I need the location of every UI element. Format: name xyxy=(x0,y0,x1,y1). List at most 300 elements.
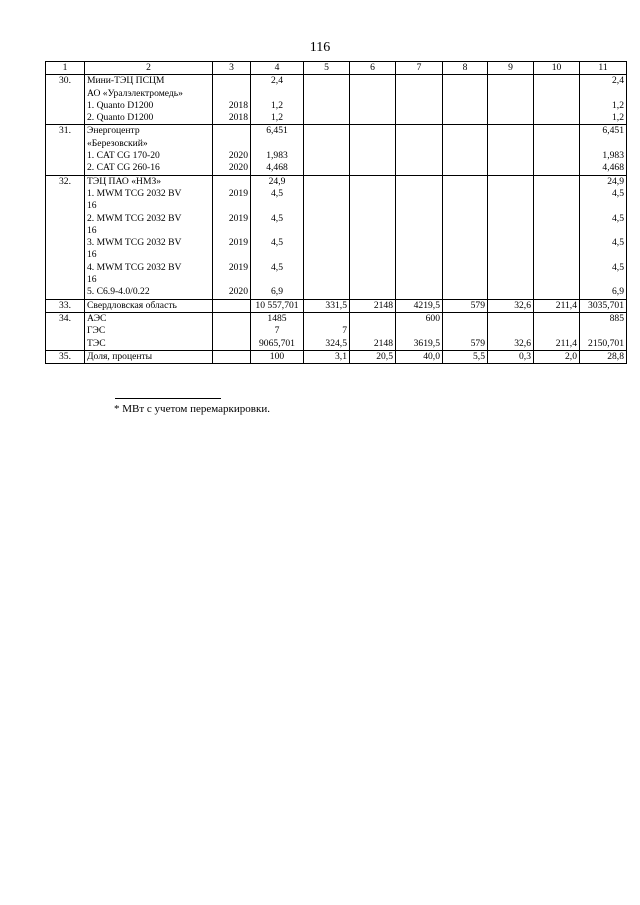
value-line xyxy=(490,262,531,274)
value-cell-col-4 xyxy=(251,125,304,175)
value-line xyxy=(398,225,440,237)
value-line xyxy=(490,249,531,261)
value-line xyxy=(398,138,440,150)
value-line xyxy=(536,262,577,274)
value-line xyxy=(445,200,485,212)
value-line xyxy=(352,213,393,225)
row-number: 35. xyxy=(59,350,71,362)
value-line: 2,4 xyxy=(612,75,624,87)
value-line xyxy=(536,237,577,249)
value-line: 4,468 xyxy=(602,162,624,174)
value-line xyxy=(253,200,301,212)
value-line: 2019 xyxy=(228,237,248,249)
value-line xyxy=(306,313,347,325)
value-line xyxy=(490,286,531,298)
value-cell-col-3 xyxy=(213,125,251,175)
value-line xyxy=(352,150,393,162)
value-line: 331,5 xyxy=(325,299,347,311)
table-row xyxy=(46,299,627,312)
value-line xyxy=(398,249,440,261)
value-line xyxy=(215,313,248,325)
column-header-3: 3 xyxy=(213,62,251,75)
value-line: 24,9 xyxy=(268,175,286,187)
table-row xyxy=(46,350,627,363)
value-line xyxy=(582,274,624,286)
value-line xyxy=(536,286,577,298)
value-line xyxy=(536,176,577,188)
value-line: 1485 xyxy=(267,312,287,324)
value-cell-col-5 xyxy=(304,350,350,363)
value-line: 7 xyxy=(342,325,347,337)
value-cell-col-8 xyxy=(443,312,488,350)
value-line xyxy=(306,125,347,137)
value-line xyxy=(536,249,577,261)
page-number: 116 xyxy=(309,40,331,55)
value-line xyxy=(398,188,440,200)
value-line xyxy=(398,100,440,112)
value-cell-col-3 xyxy=(213,175,251,299)
value-line xyxy=(306,237,347,249)
value-line xyxy=(582,138,624,150)
value-line xyxy=(490,176,531,188)
value-line xyxy=(445,237,485,249)
value-line xyxy=(445,262,485,274)
value-cell-col-9 xyxy=(488,175,534,299)
value-line: 2150,701 xyxy=(588,337,624,349)
value-line xyxy=(306,188,347,200)
value-line xyxy=(490,100,531,112)
name-line: 2. Quanto D1200 xyxy=(87,112,154,124)
value-line: 6,451 xyxy=(266,125,288,137)
value-line xyxy=(445,249,485,261)
name-line: АЭС xyxy=(87,312,107,324)
value-line xyxy=(253,138,301,150)
value-line xyxy=(306,162,347,174)
value-cell-col-4 xyxy=(251,312,304,350)
row-number-cell xyxy=(46,312,85,350)
row-number-cell xyxy=(46,299,85,312)
value-line xyxy=(306,88,347,100)
name-line: Свердловская область xyxy=(87,299,177,311)
value-line xyxy=(352,75,393,87)
value-line: 1,2 xyxy=(271,99,283,111)
value-line xyxy=(490,213,531,225)
value-line xyxy=(306,176,347,188)
value-line xyxy=(306,150,347,162)
value-line xyxy=(215,338,248,350)
value-line xyxy=(536,188,577,200)
name-line: ТЭЦ ПАО «НМЗ» xyxy=(87,175,162,187)
value-line xyxy=(215,351,248,363)
value-line xyxy=(398,274,440,286)
name-line: 16 xyxy=(87,274,97,286)
name-line: «Березовский» xyxy=(87,137,148,149)
column-header-7: 7 xyxy=(396,62,443,75)
value-line: 6,451 xyxy=(602,125,624,137)
value-line xyxy=(398,213,440,225)
value-line xyxy=(253,274,301,286)
value-line xyxy=(352,88,393,100)
value-line xyxy=(306,75,347,87)
column-header-9: 9 xyxy=(488,62,534,75)
value-line xyxy=(398,200,440,212)
value-line xyxy=(445,75,485,87)
value-line xyxy=(352,225,393,237)
value-line: 4,5 xyxy=(612,237,624,249)
value-line xyxy=(445,274,485,286)
value-cell-col-3 xyxy=(213,299,251,312)
name-line: 16 xyxy=(87,249,97,261)
value-line: 1,2 xyxy=(612,99,624,111)
value-line xyxy=(398,262,440,274)
row-number: 34. xyxy=(59,312,71,324)
value-line: 600 xyxy=(425,312,440,324)
row-number-cell xyxy=(46,175,85,299)
value-line: 4,5 xyxy=(271,212,283,224)
value-cell-col-11 xyxy=(580,175,627,299)
name-line: 2. MWM TCG 2032 BV xyxy=(87,212,182,224)
value-line xyxy=(490,325,531,337)
value-line xyxy=(445,188,485,200)
value-line: 2148 xyxy=(373,337,393,349)
value-line xyxy=(215,300,248,312)
value-line xyxy=(352,274,393,286)
value-cell-col-5 xyxy=(304,312,350,350)
row-number: 30. xyxy=(59,75,71,87)
value-line xyxy=(306,225,347,237)
value-line: 2020 xyxy=(228,286,248,298)
value-line xyxy=(215,225,248,237)
name-line: ТЭС xyxy=(87,337,106,349)
name-line: 1. Quanto D1200 xyxy=(87,99,154,111)
value-line xyxy=(398,150,440,162)
name-cell xyxy=(85,350,213,363)
value-line: 24,9 xyxy=(607,175,624,187)
value-line xyxy=(490,200,531,212)
value-line xyxy=(490,138,531,150)
value-line: 1,2 xyxy=(612,112,624,124)
value-line xyxy=(306,200,347,212)
value-line xyxy=(352,125,393,137)
value-line xyxy=(398,176,440,188)
name-line: Мини-ТЭЦ ПСЦМ xyxy=(87,75,165,87)
footnote-separator xyxy=(115,398,221,399)
value-line: 211,4 xyxy=(555,299,577,311)
power-capacity-table xyxy=(45,61,627,364)
value-cell-col-5 xyxy=(304,125,350,175)
name-line: 4. MWM TCG 2032 BV xyxy=(87,261,182,273)
value-line: 20,5 xyxy=(376,350,393,362)
value-line xyxy=(536,150,577,162)
name-line: 5. C6.9-4.0/0.22 xyxy=(87,286,150,298)
column-header-6: 6 xyxy=(350,62,396,75)
value-line: 885 xyxy=(609,312,624,324)
value-cell-col-7 xyxy=(396,350,443,363)
value-line xyxy=(445,88,485,100)
value-line xyxy=(536,100,577,112)
value-line: 2020 xyxy=(228,150,248,162)
name-line: Доля, проценты xyxy=(87,350,153,362)
value-cell-col-4 xyxy=(251,299,304,312)
value-line: 6,9 xyxy=(612,286,624,298)
value-line: 7 xyxy=(274,325,280,337)
value-cell-col-3 xyxy=(213,312,251,350)
table-row xyxy=(46,75,627,125)
column-header-4: 4 xyxy=(251,62,304,75)
value-line xyxy=(215,138,248,150)
value-line xyxy=(398,325,440,337)
value-line: 324,5 xyxy=(325,337,347,349)
value-line xyxy=(215,125,248,137)
value-line xyxy=(215,325,248,337)
value-line: 3,1 xyxy=(335,350,347,362)
value-line xyxy=(398,286,440,298)
value-line xyxy=(536,325,577,337)
value-line xyxy=(352,100,393,112)
value-line xyxy=(445,112,485,124)
value-line xyxy=(352,262,393,274)
column-header-11: 11 xyxy=(580,62,627,75)
column-number-row xyxy=(46,62,627,75)
column-header-1: 1 xyxy=(46,62,85,75)
value-line xyxy=(490,274,531,286)
value-line xyxy=(490,75,531,87)
value-line: 4,5 xyxy=(612,212,624,224)
value-line xyxy=(582,325,624,337)
value-line: 1,2 xyxy=(271,112,283,124)
value-line xyxy=(215,249,248,261)
value-line: 9065,701 xyxy=(259,337,295,349)
name-cell xyxy=(85,75,213,125)
value-line xyxy=(352,237,393,249)
table-row xyxy=(46,312,627,350)
value-line xyxy=(445,213,485,225)
value-line xyxy=(306,262,347,274)
value-line xyxy=(536,274,577,286)
value-line xyxy=(352,162,393,174)
value-line xyxy=(306,274,347,286)
value-line xyxy=(352,176,393,188)
value-cell-col-3 xyxy=(213,350,251,363)
row-number-cell xyxy=(46,75,85,125)
row-number: 32. xyxy=(59,175,71,187)
value-cell-col-9 xyxy=(488,312,534,350)
value-line: 2,4 xyxy=(271,75,283,87)
column-header-2: 2 xyxy=(85,62,213,75)
value-line xyxy=(352,313,393,325)
row-number-cell xyxy=(46,125,85,175)
value-line xyxy=(398,162,440,174)
value-line xyxy=(490,150,531,162)
value-line xyxy=(536,225,577,237)
value-line xyxy=(352,286,393,298)
value-line xyxy=(306,213,347,225)
value-cell-col-9 xyxy=(488,75,534,125)
column-header-8: 8 xyxy=(443,62,488,75)
value-line: 2019 xyxy=(228,261,248,273)
name-line: 1. MWM TCG 2032 BV xyxy=(87,187,182,199)
value-cell-col-6 xyxy=(350,75,396,125)
value-line xyxy=(352,200,393,212)
name-line: Энергоцентр xyxy=(87,125,140,137)
value-line xyxy=(536,313,577,325)
value-cell-col-5 xyxy=(304,175,350,299)
value-line xyxy=(215,176,248,188)
value-line xyxy=(490,237,531,249)
value-line xyxy=(445,125,485,137)
table-row xyxy=(46,125,627,175)
value-cell-col-6 xyxy=(350,125,396,175)
value-line xyxy=(215,274,248,286)
value-line: 4,5 xyxy=(612,187,624,199)
value-line xyxy=(582,200,624,212)
value-line: 579 xyxy=(470,299,485,311)
name-line: 2. CAT CG 260-16 xyxy=(87,162,160,174)
value-line xyxy=(215,75,248,87)
name-line: 16 xyxy=(87,200,97,212)
value-line xyxy=(445,100,485,112)
value-line xyxy=(445,325,485,337)
column-header-10: 10 xyxy=(534,62,580,75)
value-cell-col-9 xyxy=(488,350,534,363)
value-line xyxy=(536,138,577,150)
value-line xyxy=(306,249,347,261)
value-line xyxy=(445,162,485,174)
table-row xyxy=(46,175,627,299)
value-line: 3035,701 xyxy=(588,299,624,311)
value-line xyxy=(215,200,248,212)
value-line xyxy=(352,138,393,150)
value-line xyxy=(253,225,301,237)
value-cell-col-6 xyxy=(350,299,396,312)
row-number-cell xyxy=(46,350,85,363)
value-cell-col-5 xyxy=(304,75,350,125)
value-line: 2018 xyxy=(228,112,248,124)
name-line: 1. CAT CG 170-20 xyxy=(87,150,160,162)
name-cell xyxy=(85,312,213,350)
value-cell-col-4 xyxy=(251,175,304,299)
value-line: 6,9 xyxy=(271,286,283,298)
value-line xyxy=(536,88,577,100)
value-cell-col-7 xyxy=(396,299,443,312)
value-line: 579 xyxy=(470,337,485,349)
value-line xyxy=(536,112,577,124)
name-line: АО «Уралэлектромедь» xyxy=(87,87,183,99)
value-line: 2,0 xyxy=(565,350,577,362)
value-cell-col-11 xyxy=(580,299,627,312)
value-line xyxy=(490,88,531,100)
value-line xyxy=(490,313,531,325)
value-line xyxy=(306,112,347,124)
value-line xyxy=(490,125,531,137)
value-cell-col-8 xyxy=(443,75,488,125)
value-line xyxy=(445,225,485,237)
value-line xyxy=(536,75,577,87)
value-line xyxy=(490,225,531,237)
value-line xyxy=(352,112,393,124)
value-line: 100 xyxy=(269,350,285,362)
value-cell-col-11 xyxy=(580,125,627,175)
value-cell-col-3 xyxy=(213,75,251,125)
value-cell-col-10 xyxy=(534,175,580,299)
column-header-5: 5 xyxy=(304,62,350,75)
value-line: 32,6 xyxy=(514,299,531,311)
value-line: 40,0 xyxy=(423,350,440,362)
value-line xyxy=(215,88,248,100)
value-line: 1,983 xyxy=(266,150,288,162)
value-line xyxy=(306,100,347,112)
row-number: 31. xyxy=(59,125,71,137)
name-cell xyxy=(85,175,213,299)
value-line xyxy=(582,225,624,237)
value-cell-col-7 xyxy=(396,312,443,350)
value-cell-col-10 xyxy=(534,299,580,312)
name-cell xyxy=(85,125,213,175)
value-line: 4,5 xyxy=(271,187,283,199)
value-line: 5,5 xyxy=(473,350,485,362)
value-line xyxy=(536,200,577,212)
value-cell-col-8 xyxy=(443,299,488,312)
value-cell-col-6 xyxy=(350,350,396,363)
value-cell-col-8 xyxy=(443,175,488,299)
value-line xyxy=(445,176,485,188)
value-cell-col-7 xyxy=(396,125,443,175)
value-line: 2148 xyxy=(373,299,393,311)
value-line xyxy=(306,138,347,150)
value-line: 28,8 xyxy=(607,350,624,362)
value-cell-col-11 xyxy=(580,350,627,363)
value-line: 2020 xyxy=(228,162,248,174)
value-line xyxy=(398,75,440,87)
value-line: 4219,5 xyxy=(413,299,440,311)
name-line: ГЭС xyxy=(87,325,106,337)
value-line xyxy=(398,88,440,100)
footnote: * МВт с учетом перемаркировки. xyxy=(114,403,270,415)
row-number: 33. xyxy=(59,299,71,311)
value-line xyxy=(398,125,440,137)
value-line xyxy=(445,138,485,150)
value-cell-col-6 xyxy=(350,175,396,299)
value-line xyxy=(490,162,531,174)
value-cell-col-7 xyxy=(396,75,443,125)
value-line: 4,5 xyxy=(271,237,283,249)
value-line xyxy=(582,249,624,261)
value-line: 211,4 xyxy=(555,337,577,349)
value-line: 4,468 xyxy=(266,162,288,174)
value-cell-col-10 xyxy=(534,125,580,175)
value-cell-col-8 xyxy=(443,350,488,363)
value-cell-col-10 xyxy=(534,312,580,350)
value-cell-col-10 xyxy=(534,75,580,125)
name-line: 16 xyxy=(87,224,97,236)
value-cell-col-9 xyxy=(488,299,534,312)
value-line: 2019 xyxy=(228,212,248,224)
value-cell-col-8 xyxy=(443,125,488,175)
value-line: 1,983 xyxy=(602,150,624,162)
name-cell xyxy=(85,299,213,312)
value-line: 32,6 xyxy=(514,337,531,349)
value-cell-col-6 xyxy=(350,312,396,350)
value-cell-col-9 xyxy=(488,125,534,175)
value-cell-col-10 xyxy=(534,350,580,363)
value-line: 10 557,701 xyxy=(255,299,299,311)
value-cell-col-4 xyxy=(251,350,304,363)
value-line: 4,5 xyxy=(271,261,283,273)
value-line xyxy=(253,249,301,261)
value-line xyxy=(445,286,485,298)
value-line: 4,5 xyxy=(612,261,624,273)
value-line xyxy=(445,313,485,325)
